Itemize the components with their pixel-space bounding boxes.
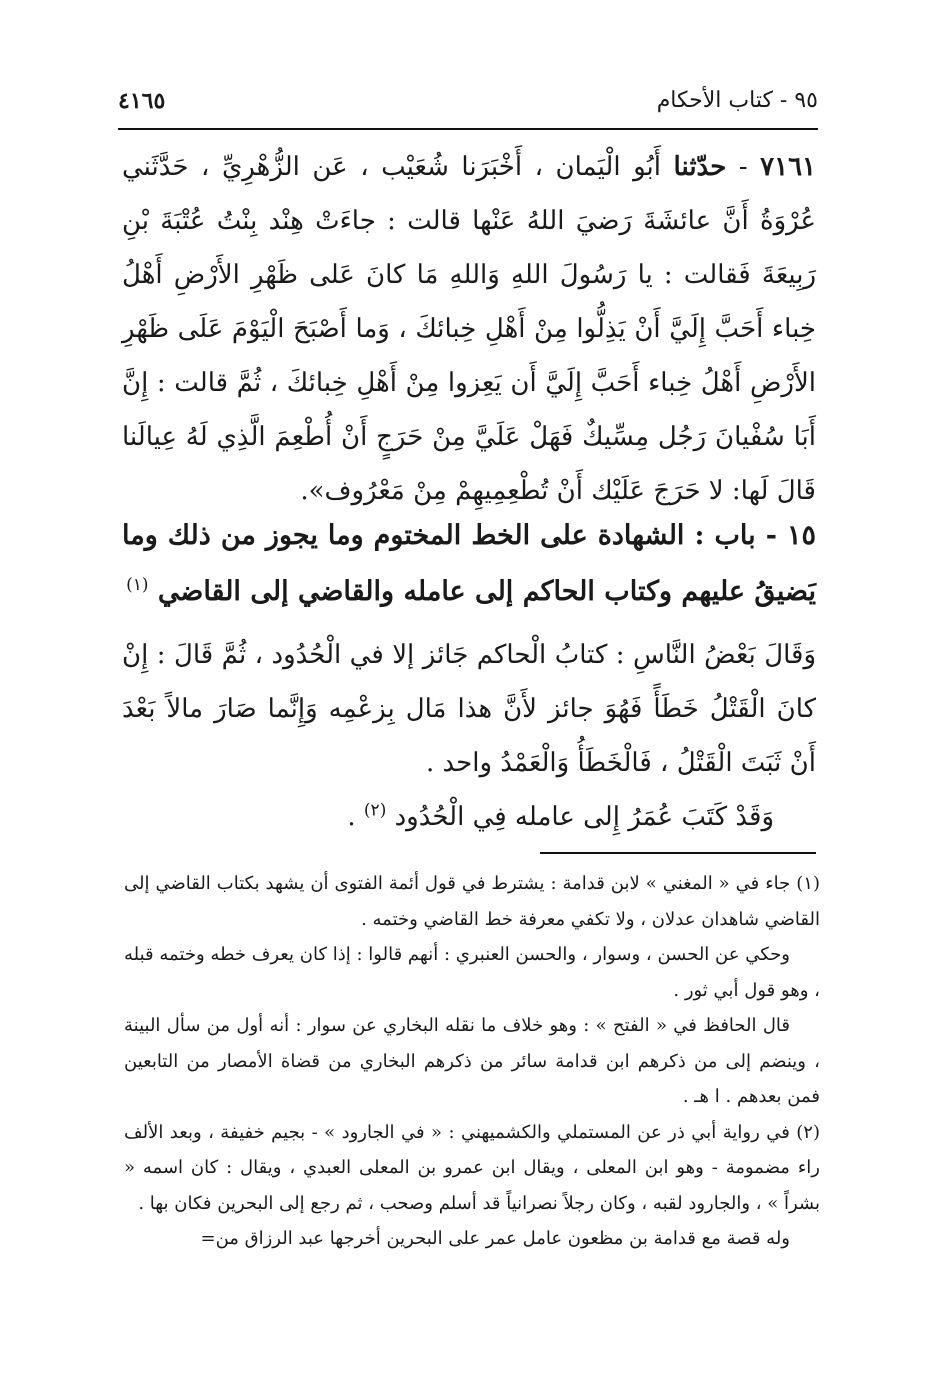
- hadith-number: ٧١٦١: [760, 152, 817, 182]
- footnote-1-text-b: وحكي عن الحسن ، وسوار ، والحسن العنبري : أنهم قالوا : إذا كان يعرف خطه وختمه قبله ، وهو قول أبي ثور .: [124, 944, 820, 1001]
- footnote-2: [124, 1115, 820, 1222]
- hadith-text: ٧١٦١ - حدّثنا أَبُو الْيَمان ، أَخْبَرَنا شُعَيْب ، عَن الزُّهْرِيِّ ، حَدَّثَني عُرْوَةُ أَنَّ عائشَةَ رَضيَ اللهُ عَنْها قالت : جاءَتْ هِنْد بِنْتُ عُتْبَةَ بْنِ رَبِيعَةَ فَقالت : يا رَسُولَ اللهِ وَاللهِ مَا كانَ عَلى ظَهْرِ الأَرْضِ أَهْلُ خِباء أَحَبَّ إِلَيَّ أَنْ يَذِلُّوا مِنْ أَهْلِ خِبائكَ ، وَما أَصْبَحَ الْيَوْمَ عَلَى ظَهْرِ الأَرْضِ أَهْلُ خِباء أَحَبَّ إِلَيَّ أَن يَعِزوا مِنْ أَهْلِ خِبائكَ ، ثُمَّ قالت : إِنَّ أَبَا سُفْيانَ رَجُل مِسِّيكٌ فَهَلْ عَلَيَّ مِنْ حَرَجٍ أَنْ أُطْعِمَ الَّذِي لَهُ عِيالَنا قَالَ لَها: لا حَرَجَ عَلَيْك أَنْ تُطْعِمِيهِمْ مِنْ مَعْرُوف».: [122, 152, 817, 506]
- footnote-ref-1: (١): [126, 575, 149, 595]
- footnote-2-text-a: في رواية أبي ذر عن المستملي والكشميهني : « في الجارود » - بجيم خفيفة ، وبعد الألف راء مضمومة - وهو ابن المعلى ، ويقال ابن عمرو بن المعلى العبدي ، ويقال : كان اسمه « بشراً » ، والجارود لقبه ، وكان رجلاً نصرانياً قد أسلم وصحب ، ثم رجع إلى البحرين فكان بها .: [124, 1121, 820, 1214]
- paragraph-1: وَقَالَ بَعْضُ النَّاسِ : كتابُ الْحاكم جَائز إلا في الْحُدُود ، ثُمَّ قَالَ : إِنْ كانَ الْقَتْلُ خَطَأً فَهُوَ جائز لأَنَّ هذا مَال بِزعْمِه وَإِنَّما صَارَ مالاً بَعْدَ أَنْ ثَبَتَ الْقَتْلُ ، فَالْخَطَأُ وَالْعَمْدُ واحد .: [122, 640, 816, 778]
- footnote-1-marker: (١): [796, 873, 820, 894]
- page-header: [118, 84, 818, 124]
- running-title: ٩٥ - كتاب الأحكام: [656, 88, 818, 113]
- footnote-rule: [540, 852, 816, 854]
- footnote-2-marker: (٢): [796, 1121, 820, 1143]
- paragraph-2: [122, 790, 816, 844]
- hadith-lead: حدّثنا: [673, 152, 727, 182]
- footnotes: [124, 866, 820, 1257]
- paragraph-2-end: .: [347, 802, 356, 832]
- footnote-1-text-a: جاء في « المغني » لابن قدامة : يشترط في قول أئمة الفتوى أن يشهد بكتاب القاضي إلى القاضي شاهدان عدلان ، ولا تكفي معرفة خط القاضي وختمه .: [124, 873, 820, 930]
- chapter-heading: [122, 508, 816, 620]
- chapter-title: ١٥ - باب : الشهادة على الخط المختوم وما يجوز من ذلك وما يَضيقُ عليهم وكتاب الحاكم إلى عامله والقاضي إلى القاضي: [122, 520, 816, 607]
- footnote-1: [124, 866, 820, 937]
- footnote-1-text-c: قال الحافظ في « الفتح » : وهو خلاف ما نقله البخاري عن سوار : أنه أول من سأل البينة ، وينضم إلى من ذكرهم ابن قدامة سائر من ذكرهم البخاري من قضاة الأمصار من التابعين فمن بعدهم . ا هـ .: [124, 1015, 820, 1107]
- page-number: ٤١٦٥: [118, 88, 166, 114]
- footnote-ref-2: (٢): [363, 800, 387, 821]
- hadith-body: أَبُو الْيَمان ، أَخْبَرَنا شُعَيْب ، عَن الزُّهْرِيِّ ، حَدَّثَني عُرْوَةُ أَنَّ عائشَةَ رَضيَ اللهُ عَنْها قالت : جاءَتْ هِنْد بِنْتُ عُتْبَةَ بْنِ رَبِيعَةَ فَقالت : يا رَسُولَ اللهِ وَاللهِ مَا كانَ عَلى ظَهْرِ الأَرْضِ أَهْلُ خِباء أَحَبَّ إِلَيَّ أَنْ يَذِلُّوا مِنْ أَهْلِ خِبائكَ ، وَما أَصْبَحَ الْيَوْمَ عَلَى ظَهْرِ الأَرْضِ أَهْلُ خِباء أَحَبَّ إِلَيَّ أَن يَعِزوا مِنْ أَهْلِ خِبائكَ ، ثُمَّ قالت : إِنَّ أَبَا سُفْيانَ رَجُل مِسِّيكٌ فَهَلْ عَلَيَّ مِنْ حَرَجٍ أَنْ أُطْعِمَ الَّذِي لَهُ عِيالَنا قَالَ لَها: لا حَرَجَ عَلَيْك أَنْ تُطْعِمِيهِمْ مِنْ مَعْرُوف».: [122, 152, 816, 506]
- header-rule: [118, 128, 818, 130]
- paragraph-2-text: وَقَدْ كَتَبَ عُمَرُ إِلى عامله فِي الْحُدُود: [394, 802, 774, 832]
- footnote-2-text-b: وله قصة مع قدامة بن مظعون عامل عمر على البحرين أخرجها عبد الرزاق من=: [200, 1228, 790, 1249]
